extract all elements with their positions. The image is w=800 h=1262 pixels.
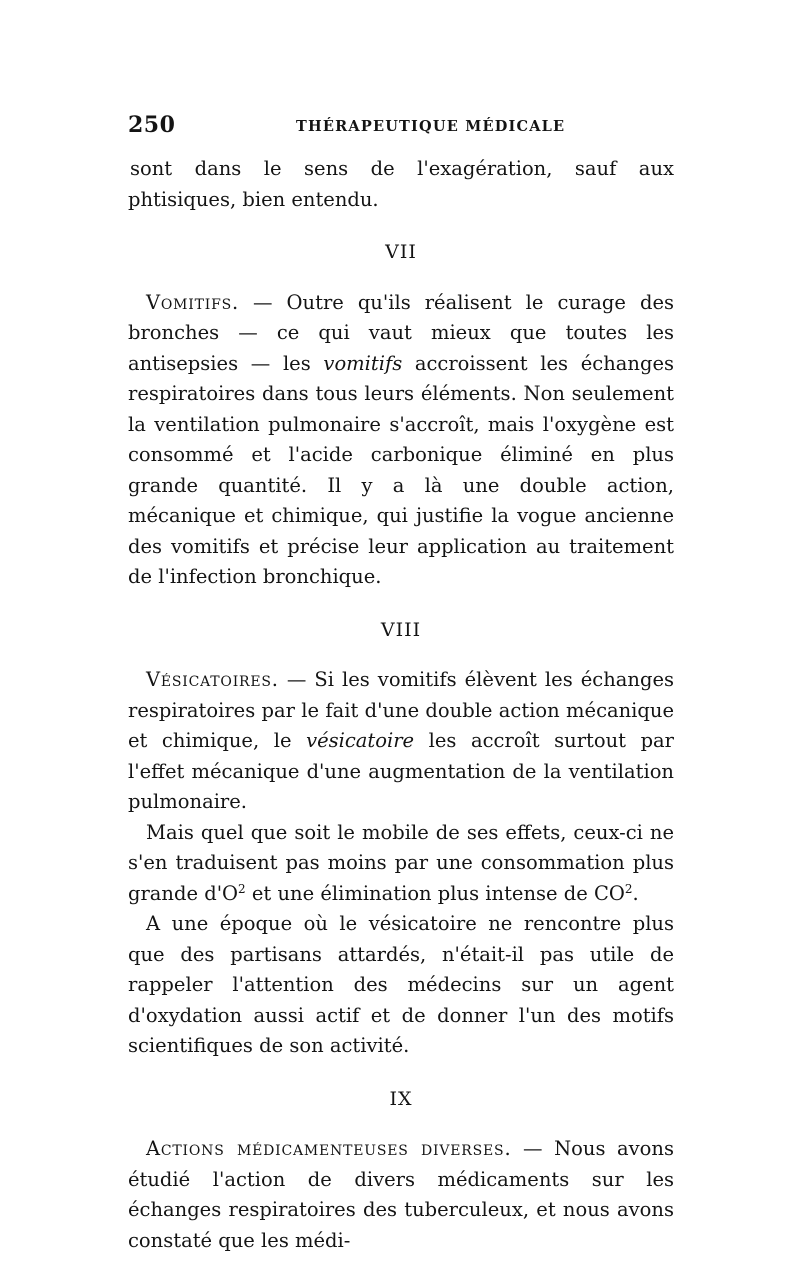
running-title: THÉRAPEUTIQUE MÉDICALE bbox=[296, 118, 566, 135]
section-viii-p1-before: — Si les vomitifs élèvent les échanges respiratoires par le fait d'une double action mécanique et chimique, le bbox=[128, 668, 674, 752]
co2-superscript: 2 bbox=[624, 881, 633, 896]
section-viii-paragraph-1 bbox=[128, 665, 674, 818]
section-viii-p1-after: les accroît surtout par l'effet mécanique d'une augmentation de la ventilation pulmonaire. bbox=[128, 729, 674, 813]
section-vii-paragraph bbox=[128, 288, 674, 593]
o2-superscript: 2 bbox=[238, 881, 246, 896]
section-viii-emphasis: vésicatoire bbox=[306, 729, 415, 752]
section-ix-lead: Actions médicamenteuses diverses. bbox=[146, 1137, 512, 1160]
section-viii-p2-before: Mais quel que soit le mobile de ses effets, ceux-ci ne s'en traduisent pas moins par une consommation plus grande d'O bbox=[128, 820, 674, 905]
section-ix-paragraph bbox=[128, 1134, 674, 1256]
section-ix-text: — Nous avons étudié l'action de divers médicaments sur les échanges respiratoires des tuberculeux, et nous avons constaté que les médi- bbox=[128, 1137, 674, 1252]
section-viii-p2-mid: et une élimination plus intense de CO bbox=[245, 881, 625, 905]
section-vii-emphasis: vomitifs bbox=[323, 351, 403, 375]
section-viii-lead: Vésicatoires. bbox=[146, 668, 279, 691]
section-heading-vii: VII bbox=[385, 241, 417, 263]
page-body bbox=[128, 154, 674, 1256]
section-heading-viii: VIII bbox=[380, 618, 422, 641]
intro-paragraph: sont dans le sens de l'exagération, sauf aux phtisiques, bien entendu. bbox=[128, 157, 674, 211]
section-viii-paragraph-3: A une époque où le vésicatoire ne rencontre plus que des partisans attardés, n'était-il pas utile de rappeler l'attention des médecins sur un agent d'oxydation aussi actif et de donner l'un des motifs scientifiques de son activité. bbox=[128, 912, 674, 1057]
page-header bbox=[128, 112, 676, 142]
page-number: 250 bbox=[128, 112, 176, 138]
section-vii-text-after: accroissent les échanges respiratoires dans tous leurs éléments. Non seulement la ventilation pulmonaire s'accroît, mais l'oxygène est consommé et l'acide carbonique éliminé en plus grande quantité. Il y a là une double action, mécanique et chimique, qui justifie la vogue ancienne des vomitifs et précise leur application au traitement de l'infection bronchique. bbox=[128, 351, 674, 588]
section-vii-lead: Vomitifs. bbox=[146, 290, 239, 314]
section-heading-ix: IX bbox=[389, 1087, 413, 1110]
section-vii-text-before: — Outre qu'ils réalisent le curage des bronches — ce qui vaut mieux que toutes les antisepsies — les bbox=[128, 290, 674, 375]
section-viii-paragraph-2 bbox=[128, 818, 674, 910]
section-viii-p2-after: . bbox=[632, 881, 639, 905]
